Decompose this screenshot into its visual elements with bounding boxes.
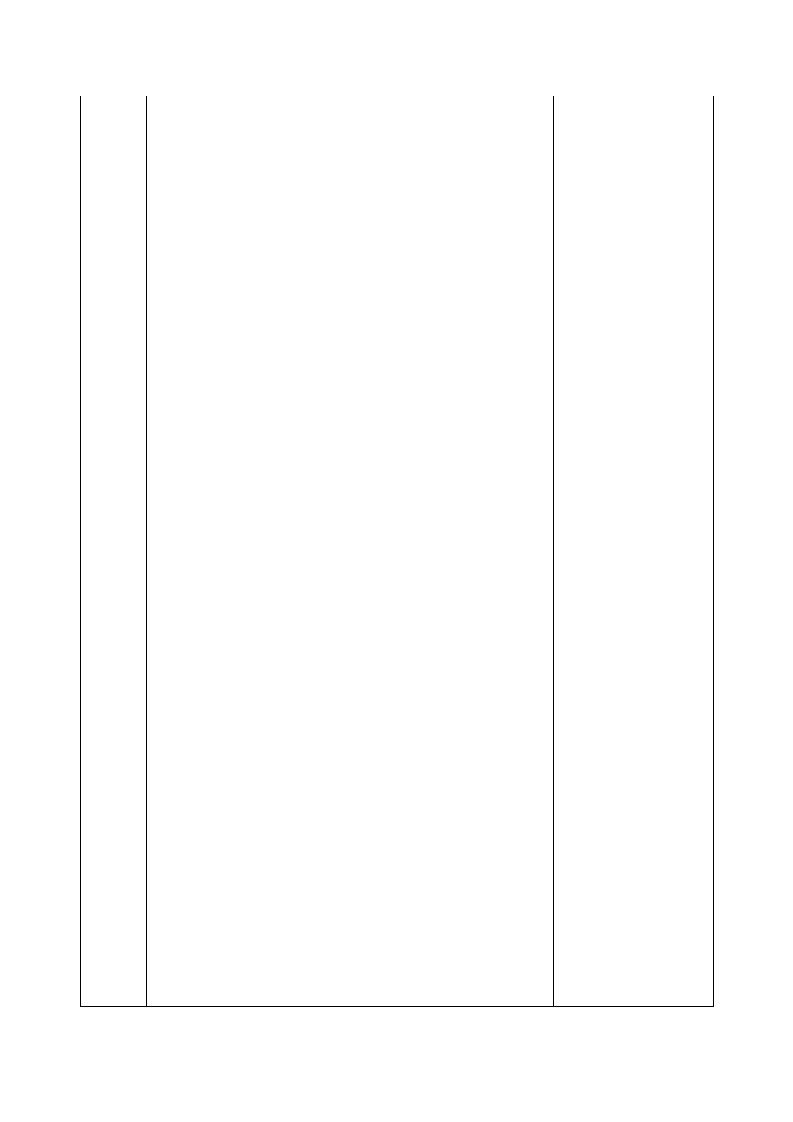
table-divider-2 [553, 96, 554, 1007]
table-border-left [80, 96, 81, 1007]
table-border-bottom [80, 1006, 714, 1007]
table-border-right [713, 96, 714, 1007]
watermark [296, 544, 446, 588]
table-divider-1 [146, 96, 147, 1007]
